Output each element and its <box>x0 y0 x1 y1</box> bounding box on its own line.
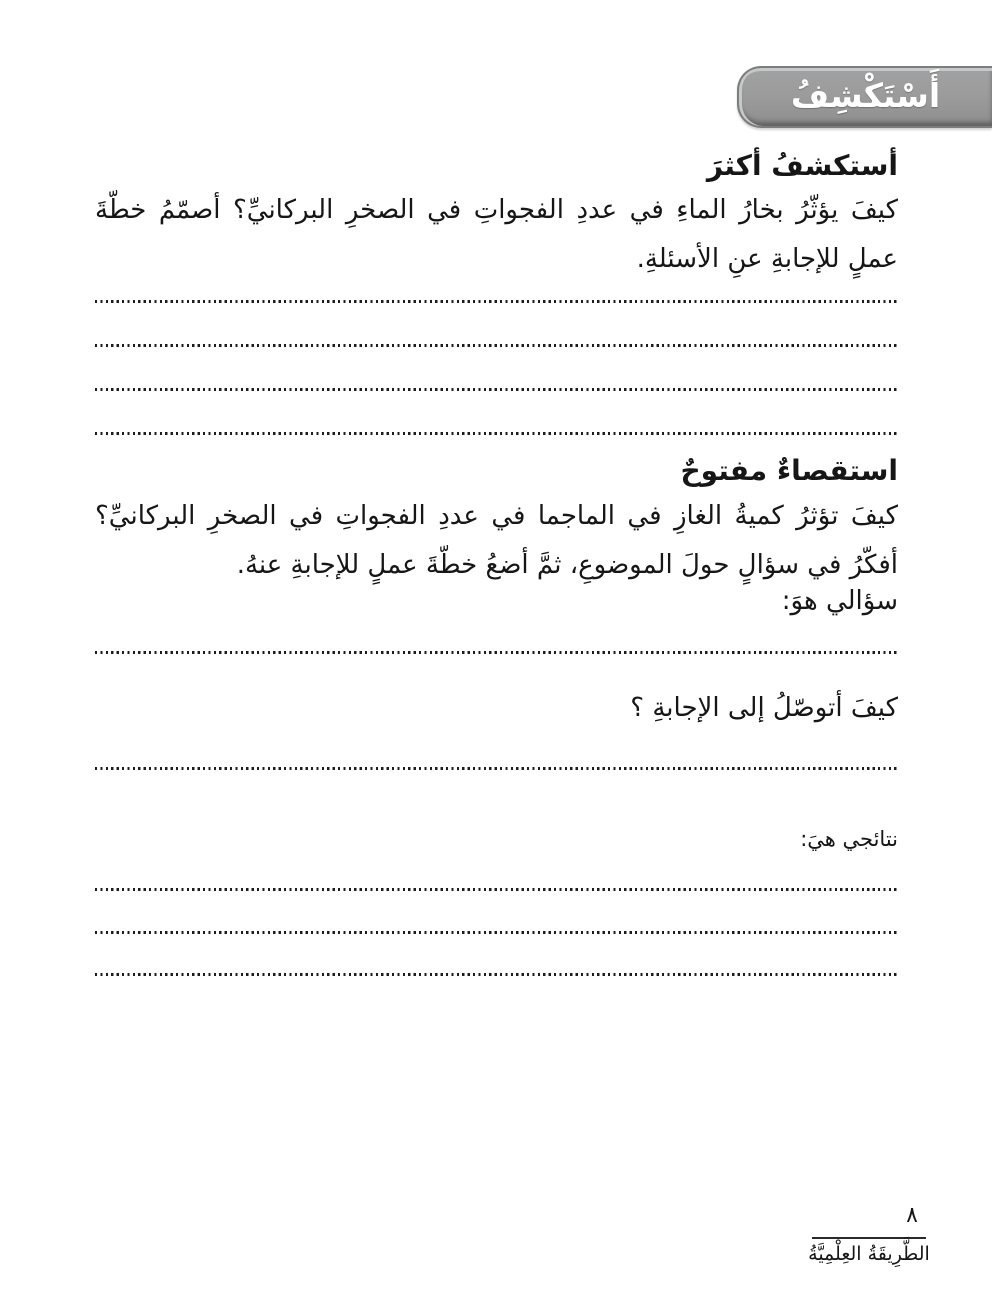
writing-line <box>95 973 898 976</box>
writing-line <box>95 767 898 770</box>
how-to-answer-label: كيفَ أتوصّلُ إلى الإجابةِ ؟ <box>630 693 898 723</box>
open-inquiry-heading: استقصاءٌ مفتوحٌ <box>680 454 898 487</box>
writing-line <box>95 300 898 303</box>
chapter-title: الطَّرِيقَةُ العِلْمِيَّةُ <box>808 1243 930 1265</box>
my-results-label: نتائجي هيَ: <box>800 827 898 851</box>
explore-more-body: كيفَ يؤثّرُ بخارُ الماءِ في عددِ الفجواتِ في الصخرِ البركانيِّ؟ أصمّمُ خطّةَ عملٍ للإجابةِ عنِ الأسئلةِ. <box>95 195 898 274</box>
writing-line <box>95 388 898 391</box>
open-inquiry-body: كيفَ تؤثرُ كميةُ الغازِ في الماجما في عددِ الفجواتِ في الصخرِ البركانيِّ؟ أفكّرُ في سؤالٍ حولَ الموضوعِ، ثمَّ أضعُ خطّةَ عملٍ للإجابةِ عنهُ. <box>95 501 898 580</box>
writing-line <box>95 344 898 347</box>
writing-line <box>95 432 898 435</box>
page-number: ٨ <box>906 1203 918 1228</box>
my-question-label: سؤالي هوَ: <box>781 586 898 616</box>
footer-divider <box>812 1237 926 1239</box>
writing-line <box>95 888 898 891</box>
banner-title: أَسْتَكْشِفُ <box>790 75 941 115</box>
section-banner <box>737 66 992 128</box>
writing-line <box>95 931 898 934</box>
explore-more-heading: أستكشفُ أكثرَ <box>706 149 898 182</box>
writing-line <box>95 651 898 654</box>
